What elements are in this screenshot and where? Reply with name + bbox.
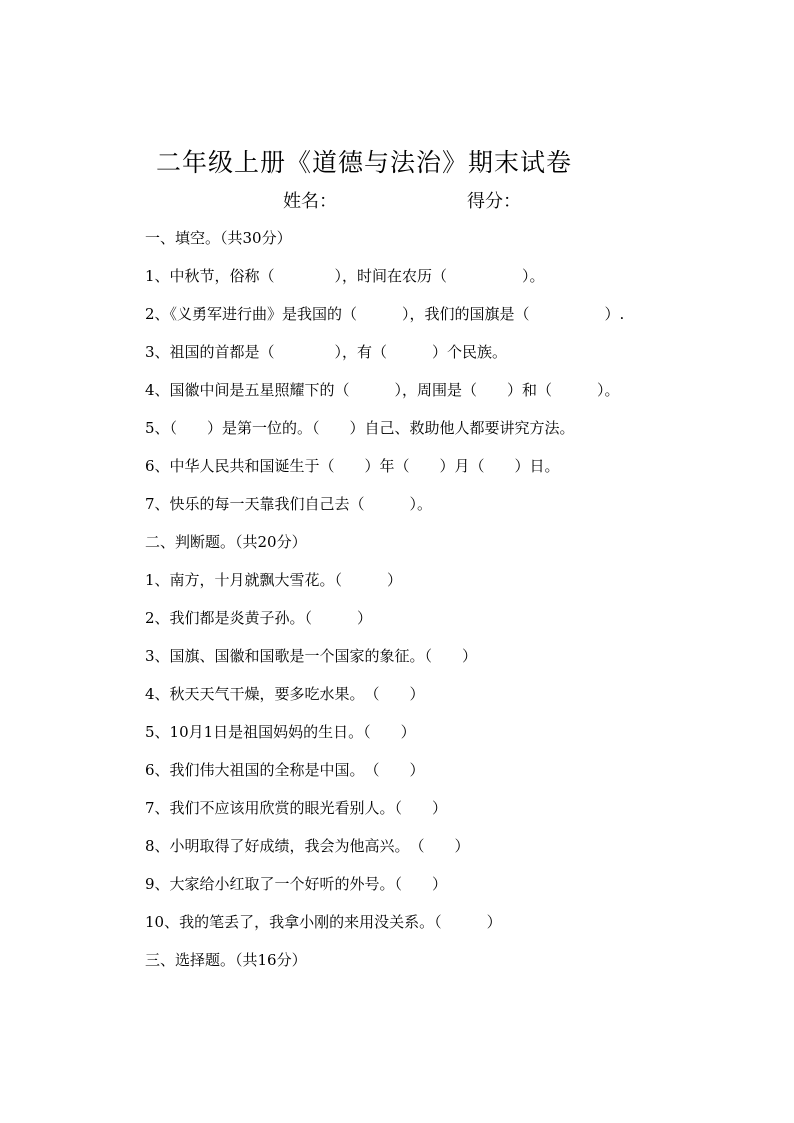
true-false-question-6: 6、我们伟大祖国的全称是中国。 （ ）: [145, 761, 425, 779]
name-label: 姓名：: [283, 191, 337, 212]
score-label: 得分：: [467, 191, 521, 212]
section-heading-true-false: 二、判断题。（共20分）: [145, 533, 307, 551]
fill-blank-question-3: 3、祖国的首都是（ ），有（ ）个民族。: [145, 343, 508, 361]
true-false-question-2: 2、我们都是炎黄子孙。（ ）: [145, 609, 373, 627]
fill-blank-question-1: 1、中秋节，俗称（ ），时间在农历（ ）。: [145, 267, 545, 285]
true-false-question-7: 7、我们不应该用欣赏的眼光看别人。（ ）: [145, 799, 448, 817]
true-false-question-10: 10、我的笔丢了，我拿小刚的来用没关系。（ ）: [145, 913, 502, 931]
section-heading-fill-blank: 一、填空。（共30分）: [145, 229, 292, 247]
true-false-question-9: 9、大家给小红取了一个好听的外号。（ ）: [145, 875, 448, 893]
true-false-question-4: 4、秋天天气干燥，要多吃水果。 （ ）: [145, 685, 425, 703]
section-heading-multiple-choice: 三、选择题。（共16分）: [145, 951, 307, 969]
exam-title: 二年级上册《道德与法治》期末试卷: [156, 148, 573, 177]
true-false-question-5: 5、10月1日是祖国妈妈的生日。（ ）: [145, 723, 416, 741]
true-false-question-1: 1、南方，十月就飘大雪花。（ ）: [145, 571, 403, 589]
true-false-question-3: 3、国旗、国徽和国歌是一个国家的象征。（ ）: [145, 647, 478, 665]
true-false-question-8: 8、小明取得了好成绩，我会为他高兴。 （ ）: [145, 837, 470, 855]
fill-blank-question-2: 2、《义勇军进行曲》是我国的（ ），我们的国旗是（ ）.: [145, 305, 625, 323]
fill-blank-question-6: 6、中华人民共和国诞生于（ ）年（ ）月（ ）日。: [145, 457, 560, 475]
fill-blank-question-7: 7、快乐的每一天靠我们自己去（ ）。: [145, 495, 433, 513]
fill-blank-question-5: 5、（ ）是第一位的。（ ）自己、救助他人都要讲究方法。: [145, 419, 575, 437]
fill-blank-question-4: 4、国徽中间是五星照耀下的（ ），周围是（ ）和（ ）。: [145, 381, 620, 399]
